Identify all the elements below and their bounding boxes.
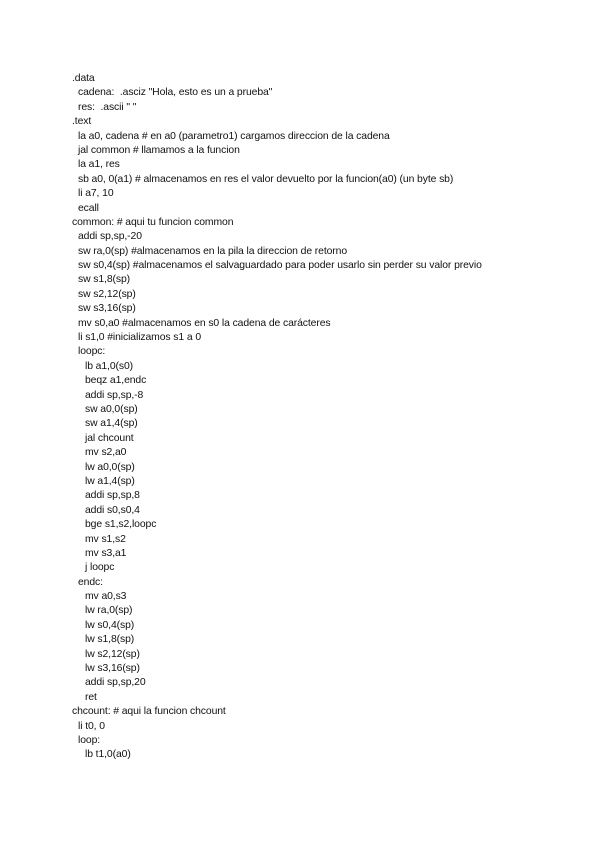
code-line: lw s1,8(sp): [85, 634, 135, 646]
code-line: chcount: # aqui la funcion chcount: [72, 706, 226, 718]
code-line: sw s3,16(sp): [78, 303, 136, 315]
code-line: .text: [72, 116, 92, 128]
code-line: common: # aqui tu funcion common: [72, 216, 234, 228]
code-line: la a1, res: [78, 159, 120, 171]
code-line: mv s1,s2: [85, 533, 126, 545]
code-line: ret: [85, 691, 97, 703]
code-line: sw s0,4(sp) #almacenamos el salvaguardado para poder usarlo sin perder su valor previo: [78, 260, 482, 272]
code-line: lb a1,0(s0): [85, 360, 133, 372]
code-line: jal common # llamamos a la funcion: [78, 144, 240, 156]
code-line: mv s2,a0: [85, 447, 127, 459]
code-line: addi sp,sp,-20: [78, 231, 142, 243]
code-line: mv s0,a0 #almacenamos en s0 la cadena de carácteres: [78, 317, 331, 329]
code-line: loop:: [78, 734, 101, 746]
code-line: lw s0,4(sp): [85, 619, 135, 631]
code-line: .data: [72, 73, 95, 84]
assembly-code-listing: [0, 72, 600, 763]
code-line: lw a0,0(sp): [85, 461, 135, 473]
code-line: sw s1,8(sp): [78, 274, 131, 286]
code-line: lw ra,0(sp): [85, 605, 133, 617]
code-line: sb a0, 0(a1) # almacenamos en res el valor devuelto por la funcion(a0) (un byte sb): [78, 173, 454, 185]
code-line: loopc:: [78, 346, 106, 358]
code-line: lw a1,4(sp): [85, 475, 135, 487]
code-line: addi s0,s0,4: [85, 504, 140, 516]
code-line: bge s1,s2,loopc: [85, 519, 157, 531]
code-line: mv s3,a1: [85, 547, 127, 559]
code-line: res: .ascii " ": [78, 101, 137, 113]
code-line: cadena: .asciz "Hola, esto es un a prueba": [78, 87, 273, 99]
code-line: beqz a1,endc: [85, 375, 147, 387]
code-line: lb t1,0(a0): [85, 749, 131, 761]
code-line: la a0, cadena # en a0 (parametro1) cargamos direccion de la cadena: [78, 130, 390, 142]
code-line: sw ra,0(sp) #almacenamos en la pila la direccion de retorno: [78, 245, 348, 257]
code-line: sw a1,4(sp): [85, 418, 138, 430]
code-line: sw s2,12(sp): [78, 288, 136, 300]
code-line: addi sp,sp,-8: [85, 389, 144, 401]
code-line: li s1,0 #inicializamos s1 a 0: [78, 332, 202, 344]
code-line: jal chcount: [85, 432, 134, 444]
code-line: li t0, 0: [78, 720, 105, 732]
code-line: addi sp,sp,20: [85, 677, 146, 689]
code-line: mv a0,s3: [85, 591, 127, 603]
code-line: endc:: [78, 576, 103, 588]
code-line: ecall: [78, 202, 99, 214]
code-line: sw a0,0(sp): [85, 403, 138, 415]
code-line: j loopc: [85, 562, 115, 574]
code-line: lw s3,16(sp): [85, 663, 140, 675]
code-line: lw s2,12(sp): [85, 648, 140, 660]
code-line: li a7, 10: [78, 188, 114, 200]
code-line: addi sp,sp,8: [85, 490, 140, 502]
